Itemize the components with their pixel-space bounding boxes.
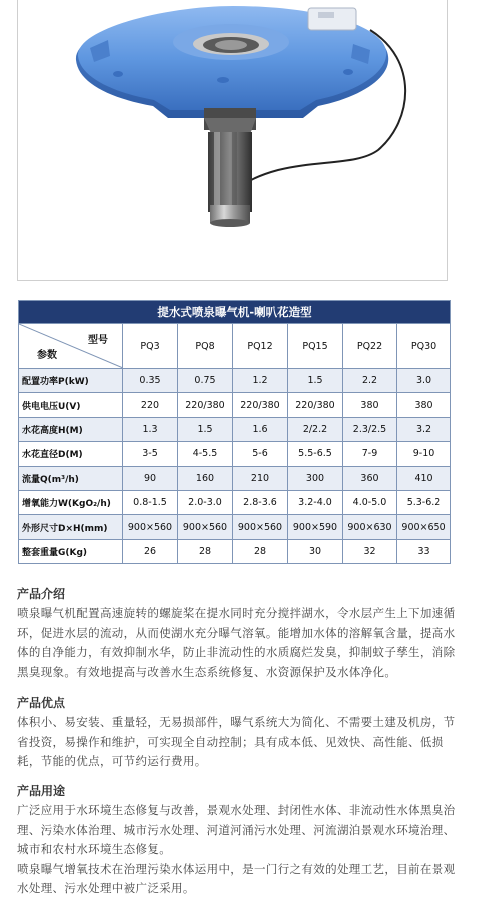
table-row bbox=[19, 442, 451, 466]
param-value: 28 bbox=[178, 539, 233, 563]
model-header: PQ12 bbox=[233, 324, 288, 369]
param-value: 32 bbox=[343, 539, 397, 563]
param-name: 供电电压U(V) bbox=[19, 393, 123, 417]
param-value: 2.3/2.5 bbox=[343, 417, 397, 441]
param-value: 380 bbox=[397, 393, 451, 417]
param-value: 0.75 bbox=[178, 369, 233, 393]
param-name: 流量Q(m³/h) bbox=[19, 466, 123, 490]
section-body: 喷泉曝气机配置高速旋转的螺旋桨在提水同时充分搅拌湖水，令水层产生上下加速循环，促进水层的流动，从而使湖水充分曝气溶氧。能增加水体的溶解氧含量，提高水体的自净能力，有效抑制水华，防止非流动性的水质腐烂发臭，抑制蚊子孳生，消除黑臭现象。有效地提高与改善水生态系统修复、水资源保护及水体净化。 bbox=[17, 606, 456, 679]
section-body-extra: 喷泉曝气增氧技术在治理污染水体运用中，是一门行之有效的处理工艺，目前在景观水处理、污水处理中被广泛采用。 bbox=[17, 861, 456, 895]
table-row bbox=[19, 490, 451, 514]
param-label: 参数 bbox=[37, 350, 57, 361]
param-value: 4.0-5.0 bbox=[343, 490, 397, 514]
param-value: 33 bbox=[397, 539, 451, 563]
param-value: 90 bbox=[123, 466, 178, 490]
param-value: 3.0 bbox=[397, 369, 451, 393]
param-value: 380 bbox=[343, 393, 397, 417]
model-header: PQ30 bbox=[397, 324, 451, 369]
param-value: 1.2 bbox=[233, 369, 288, 393]
param-value: 900×630 bbox=[343, 515, 397, 539]
table-row bbox=[19, 393, 451, 417]
param-value: 5.3-6.2 bbox=[397, 490, 451, 514]
param-value: 5.5-6.5 bbox=[288, 442, 343, 466]
section-heading: 产品优点 bbox=[17, 696, 66, 710]
section-advantages bbox=[17, 695, 457, 772]
model-header: PQ15 bbox=[288, 324, 343, 369]
param-value: 1.5 bbox=[178, 417, 233, 441]
section-body: 体积小、易安装、重量轻，无易损部件，曝气系统大为简化、不需要土建及机房，节省投资，易操作和维护，可实现全自动控制；具有成本低、见效快、高性能、低损耗，节能的优点，可节约运行费用。 bbox=[17, 715, 456, 768]
section-intro bbox=[17, 586, 457, 682]
table-row bbox=[19, 515, 451, 539]
table-row bbox=[19, 417, 451, 441]
param-value: 7-9 bbox=[343, 442, 397, 466]
model-header: PQ3 bbox=[123, 324, 178, 369]
param-value: 2.0-3.0 bbox=[178, 490, 233, 514]
param-value: 26 bbox=[123, 539, 178, 563]
param-value: 1.6 bbox=[233, 417, 288, 441]
corner-header bbox=[19, 324, 123, 369]
section-heading: 产品用途 bbox=[17, 784, 66, 798]
param-name: 水花高度H(M) bbox=[19, 417, 123, 441]
section-heading: 产品介绍 bbox=[17, 587, 66, 601]
product-photo bbox=[17, 0, 448, 281]
param-value: 300 bbox=[288, 466, 343, 490]
param-value: 900×590 bbox=[288, 515, 343, 539]
param-value: 220/380 bbox=[233, 393, 288, 417]
param-name: 外形尺寸D×H(mm) bbox=[19, 515, 123, 539]
param-value: 1.3 bbox=[123, 417, 178, 441]
param-name: 整套重量G(Kg) bbox=[19, 539, 123, 563]
param-value: 5-6 bbox=[233, 442, 288, 466]
param-name: 水花直径D(M) bbox=[19, 442, 123, 466]
param-value: 410 bbox=[397, 466, 451, 490]
spec-table bbox=[18, 300, 451, 564]
param-value: 3-5 bbox=[123, 442, 178, 466]
param-value: 160 bbox=[178, 466, 233, 490]
param-value: 28 bbox=[233, 539, 288, 563]
section-body: 广泛应用于水环境生态修复与改善，景观水处理、封闭性水体、非流动性水体黑臭治理、污染水体治理、城市污水处理、河道河涌污水处理、河流湖泊景观水环境治理、城市和农村水环境生态修复。 bbox=[17, 803, 456, 856]
table-title: 提水式喷泉曝气机-喇叭花造型 bbox=[19, 301, 451, 324]
section-applications bbox=[17, 783, 457, 899]
param-value: 900×560 bbox=[178, 515, 233, 539]
param-value: 0.8-1.5 bbox=[123, 490, 178, 514]
param-value: 3.2-4.0 bbox=[288, 490, 343, 514]
param-value: 2.2 bbox=[343, 369, 397, 393]
param-value: 2/2.2 bbox=[288, 417, 343, 441]
param-value: 4-5.5 bbox=[178, 442, 233, 466]
param-value: 2.8-3.6 bbox=[233, 490, 288, 514]
param-value: 30 bbox=[288, 539, 343, 563]
param-value: 220/380 bbox=[288, 393, 343, 417]
fountain-aerator-illustration bbox=[18, 0, 448, 281]
param-value: 3.2 bbox=[397, 417, 451, 441]
model-header: PQ8 bbox=[178, 324, 233, 369]
param-value: 210 bbox=[233, 466, 288, 490]
param-value: 900×650 bbox=[397, 515, 451, 539]
param-value: 0.35 bbox=[123, 369, 178, 393]
model-header: PQ22 bbox=[343, 324, 397, 369]
param-name: 配置功率P(kW) bbox=[19, 369, 123, 393]
param-name: 增氧能力W(KgO₂/h) bbox=[19, 490, 123, 514]
param-value: 220/380 bbox=[178, 393, 233, 417]
param-value: 900×560 bbox=[233, 515, 288, 539]
param-value: 360 bbox=[343, 466, 397, 490]
param-value: 220 bbox=[123, 393, 178, 417]
param-value: 1.5 bbox=[288, 369, 343, 393]
param-value: 9-10 bbox=[397, 442, 451, 466]
table-row bbox=[19, 539, 451, 563]
table-row bbox=[19, 369, 451, 393]
table-row bbox=[19, 466, 451, 490]
param-value: 900×560 bbox=[123, 515, 178, 539]
model-label: 型号 bbox=[88, 335, 108, 346]
